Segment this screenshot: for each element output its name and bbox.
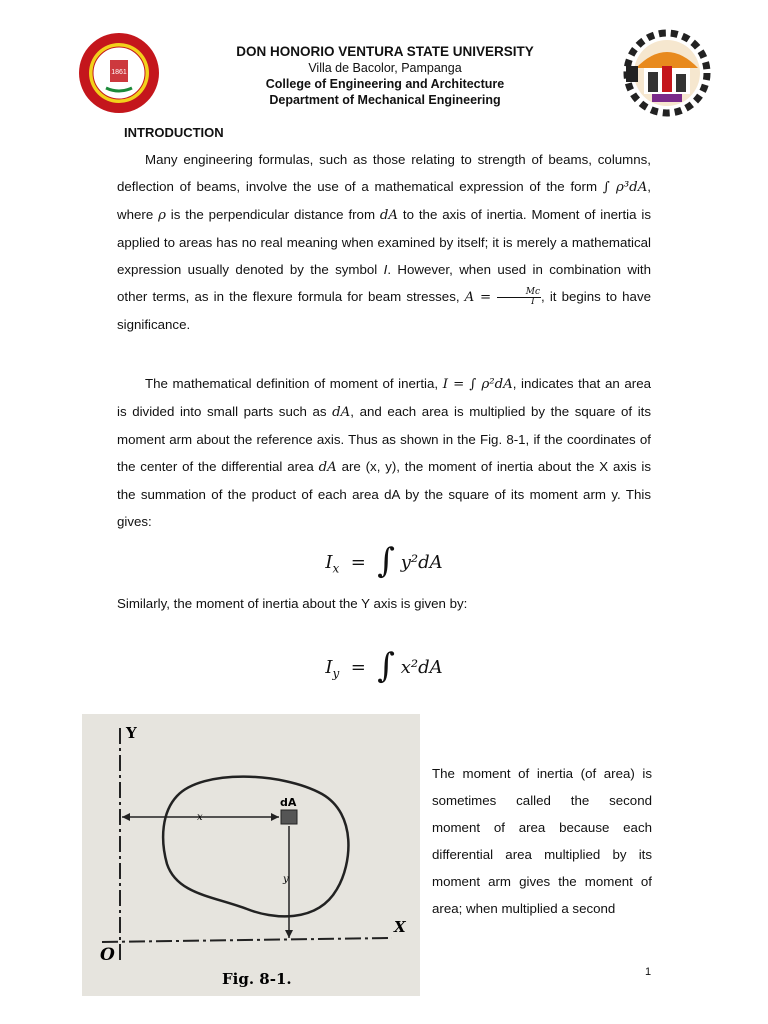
equation-iy [0, 648, 768, 688]
text-run: is the perpendicular distance from [165, 207, 380, 222]
fraction-mc-over-i [497, 288, 541, 307]
text-run: , and each area is multiplied by the square of its moment arm about the reference axis. Thus as shown in the Fig. 8-1, if the coordinates of the center of the differential area [117, 404, 651, 474]
page-number: 1 [645, 966, 652, 978]
paragraph-2 [117, 370, 651, 535]
text-run: . However, when used in combination with other terms, as in the flexure formula for beam stresses, [117, 262, 651, 304]
math-rho: ρ [158, 208, 166, 223]
university-seal-logo [78, 32, 160, 114]
seal-year: 1861 [111, 69, 127, 76]
x-axis-label: X [394, 918, 406, 936]
math-definition: I = ∫ ρ²dA [442, 377, 513, 392]
section-title: INTRODUCTION [124, 125, 224, 140]
eq-subscript: x [332, 561, 340, 576]
equals-sign: = [345, 657, 372, 678]
y-axis-label: Y [126, 724, 137, 742]
eq-rhs: x²dA [400, 657, 443, 678]
text-run: are (x, y), the moment of inertia about the X axis is the summation of the product of each area dA by the square of its moment arm y. This gives: [117, 459, 652, 529]
text-run: Many engineering formulas, such as those relating to strength of beams, columns, deflection of beams, involve the use of a mathematical expression of the form [117, 152, 651, 194]
math-a-equals: A = [464, 290, 497, 305]
symbol-i: I [383, 262, 388, 277]
paragraph-3: Similarly, the moment of inertia about the Y axis is given by: [117, 596, 468, 611]
college-name: College of Engineering and Architecture [265, 77, 505, 91]
fraction-denominator: I [531, 296, 535, 307]
fraction-numerator: Mc [497, 288, 541, 298]
origin-label: O [100, 945, 115, 965]
integral-sign: ∫ [377, 541, 395, 581]
text-run: The mathematical definition of moment of inertia, [145, 376, 443, 391]
paragraph-1 [117, 146, 651, 338]
integral-sign: ∫ [377, 646, 395, 686]
figure-caption: Fig. 8-1. [222, 970, 292, 988]
math-da: dA [332, 405, 351, 420]
side-paragraph: The moment of inertia (of area) is sometimes called the second moment of area because each differential area multiplied by its moment arm gives the moment of area; when multiplied a second [432, 766, 652, 916]
department-name: Department of Mechanical Engineering [269, 93, 501, 107]
y-dimension-label: y [283, 874, 289, 885]
text-run: , where [117, 179, 651, 222]
text-run: to the axis of inertia. Moment of inertia is applied to areas has no real meaning when examined by itself; it is merely a mathematical expression usually denoted by the symbol [117, 207, 651, 277]
math-da: dA [318, 460, 337, 475]
department-gear-logo [622, 28, 712, 118]
math-da: dA [379, 208, 399, 223]
eq-rhs: y²dA [400, 552, 443, 573]
text-run: , it begins to have significance. [117, 289, 651, 332]
math-integral-rho-cubed: ∫ ρ³dA [602, 180, 648, 195]
document-header [180, 44, 590, 108]
equals-sign: = [345, 552, 372, 573]
eq-lhs: I [325, 552, 333, 573]
da-label: dA [280, 796, 297, 809]
university-name: DON HONORIO VENTURA STATE UNIVERSITY [236, 44, 534, 59]
differential-area [281, 810, 297, 824]
figure-8-1 [82, 714, 420, 996]
eq-lhs: I [325, 657, 333, 678]
eq-subscript: y [332, 666, 340, 681]
university-address: Villa de Bacolor, Pampanga [308, 61, 462, 75]
equation-ix [0, 543, 768, 583]
x-dimension-label: x [197, 812, 203, 823]
text-run: , indicates that an area is divided into small parts such as [117, 376, 651, 419]
